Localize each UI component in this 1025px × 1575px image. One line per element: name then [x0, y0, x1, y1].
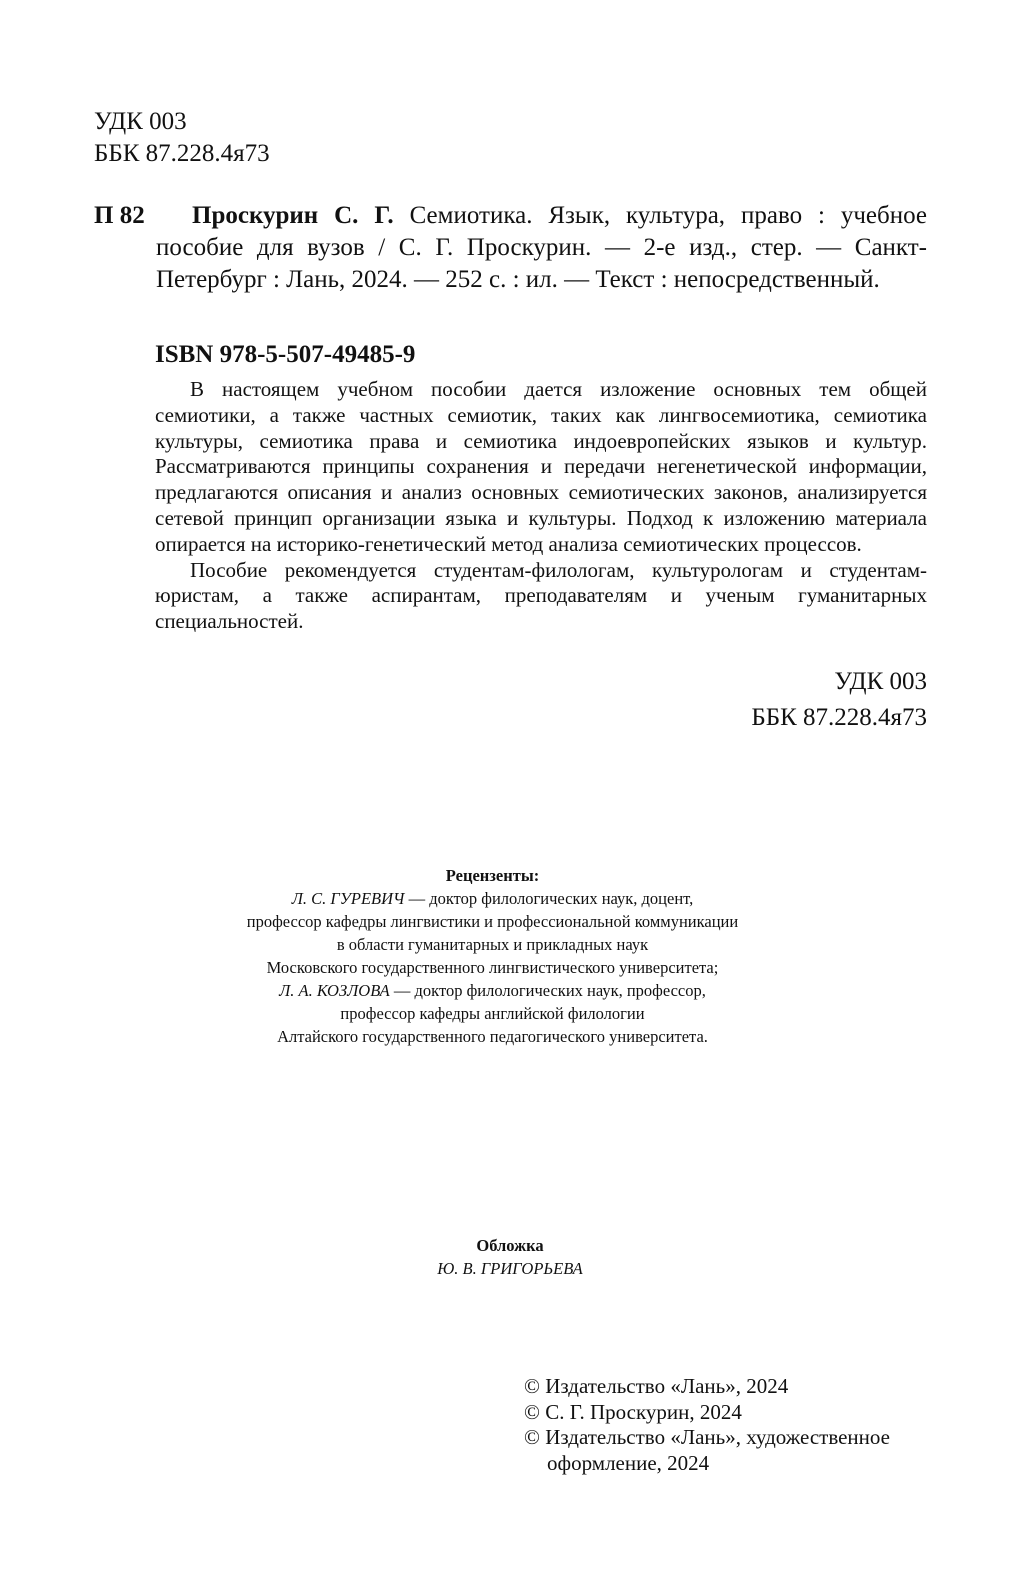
bbk-code: ББК 87.228.4я73	[751, 704, 927, 731]
copyright-line: оформление, 2024	[547, 1450, 710, 1475]
udk-code: УДК 003	[94, 108, 187, 135]
copyright-line: © Издательство «Лань», художественное	[524, 1425, 890, 1449]
cover-heading: Обложка	[476, 1236, 544, 1255]
abstract-paragraph: Пособие рекомендуется студентам-филологам, культурологам и студентам-юристам, а также аспирантам, преподавателям и ученым гуманитарных специальностей.	[155, 557, 927, 634]
reviewers-block	[160, 864, 825, 1048]
reviewers-heading: Рецензенты:	[445, 866, 540, 885]
isbn: ISBN 978-5-507-49485-9	[155, 341, 416, 368]
classification-codes-bottom	[751, 664, 927, 736]
book-description: Семиотика. Язык, культура, право : учебное пособие для вузов / С. Г. Проскурин. — 2-е изд., стер. — Санкт-Петербург : Лань, 2024. — 252 с. : ил. — Текст : непосредственный.	[156, 202, 927, 293]
classification-codes-top	[94, 106, 270, 170]
copyright-block	[524, 1374, 924, 1476]
reviewer-2	[160, 979, 825, 1002]
abstract-paragraph: В настоящем учебном пособии дается изложение основных тем общей семиотики, а также частных семиотик, таких как лингвосемиотика, семиотика культуры, семиотика права и семиотика индоевропейских языков и культур. Рассматриваются принципы сохранения и передачи негенетической информации, предлагаются описания и анализ основных семиотических законов, анализируется сетевой принцип организации языка и культуры. Подход к изложению материала опирается на историко-генетический метод анализа семиотических процессов.	[155, 377, 927, 556]
reviewer-affiliation: в области гуманитарных и прикладных наук	[336, 935, 649, 954]
reviewer-affiliation: профессор кафедры лингвистики и профессиональной коммуникации	[246, 912, 739, 931]
reviewer-degree: — доктор филологических наук, доцент,	[404, 889, 694, 908]
cover-designer: Ю. В. ГРИГОРЬЕВА	[437, 1259, 583, 1278]
reviewer-degree: — доктор филологических наук, профессор,	[389, 981, 706, 1000]
copyright-line: © С. Г. Проскурин, 2024	[524, 1399, 742, 1424]
reviewer-affiliation: Алтайского государственного педагогического университета.	[277, 1027, 708, 1046]
author-mark: П 82	[94, 202, 145, 229]
udk-code: УДК 003	[834, 668, 927, 695]
reviewer-name: Л. А. КОЗЛОВА	[279, 981, 390, 1000]
copyright-line: © Издательство «Лань», 2024	[524, 1374, 789, 1398]
author-name: Проскурин С. Г.	[192, 202, 394, 229]
reviewer-affiliation: профессор кафедры английской филологии	[340, 1004, 645, 1023]
bbk-code: ББК 87.228.4я73	[94, 140, 270, 167]
abstract	[155, 377, 927, 635]
reviewer-1	[160, 887, 825, 910]
reviewer-affiliation: Московского государственного лингвистического университета;	[266, 958, 719, 977]
bibliographic-description	[156, 200, 927, 296]
reviewer-name: Л. С. ГУРЕВИЧ	[291, 889, 405, 908]
cover-credit	[300, 1234, 720, 1280]
